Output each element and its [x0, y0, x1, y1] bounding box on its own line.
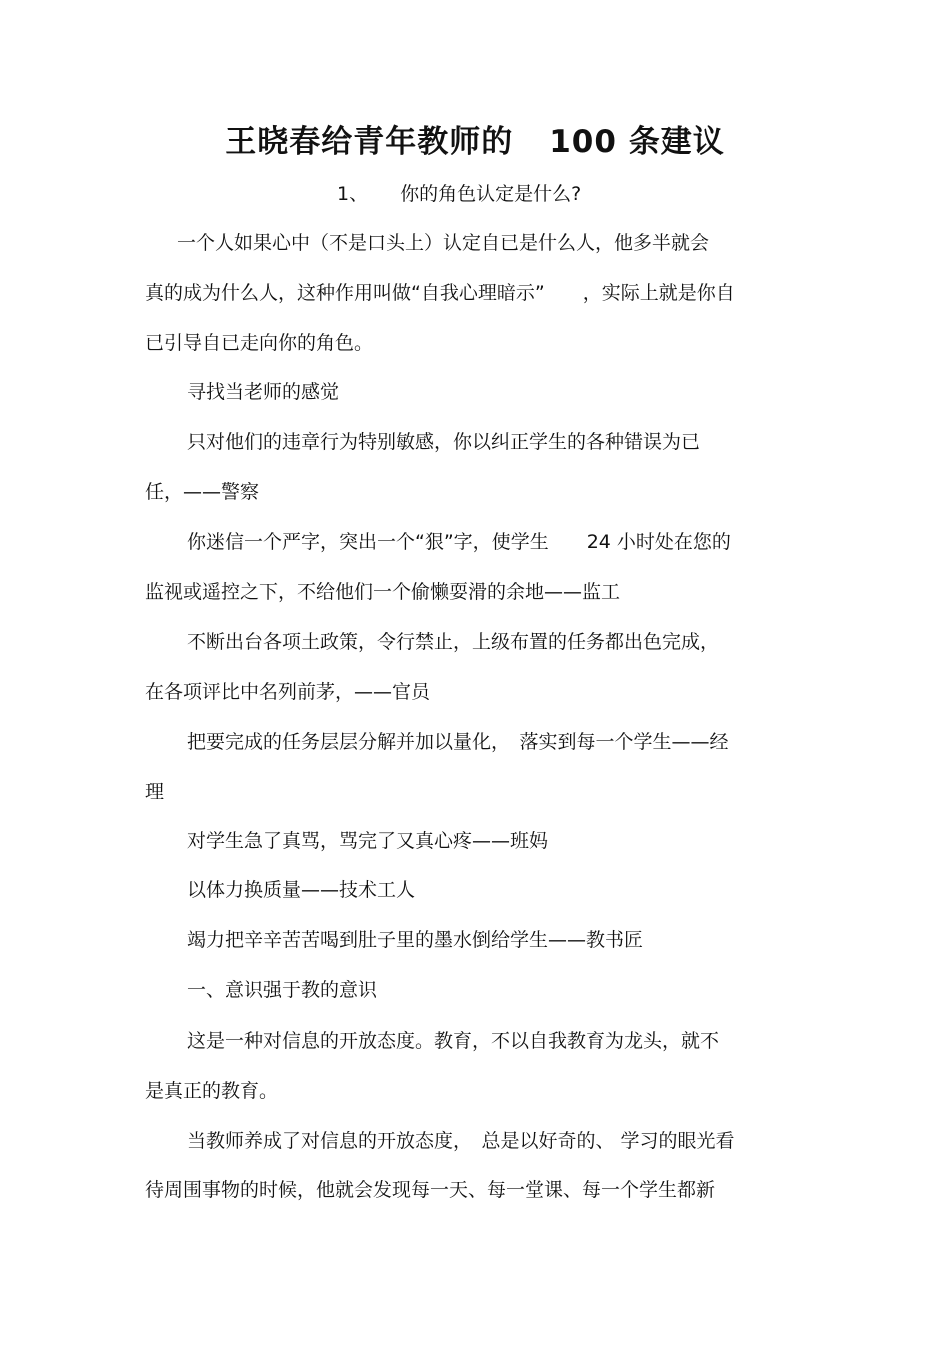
text-line: 把要完成的任务层层分解并加以量化， 落实到每一个学生——经 — [187, 731, 729, 753]
text-line: 这是一种对信息的开放态度。教育，不以自我教育为龙头，就不 — [187, 1030, 720, 1052]
section-title: 你的角色认定是什么? — [400, 183, 582, 205]
text-line: 寻找当老师的感觉 — [187, 381, 340, 403]
title-main: 王晓春给青年教师的 — [225, 124, 514, 160]
text-line: 只对他们的违章行为特别敏感，你以纠正学生的各种错误为已 — [187, 431, 701, 453]
text-line: 以体力换质量——技术工人 — [187, 879, 416, 901]
text-line: 不断出台各项土政策，令行禁止，上级布置的任务都出色完成， — [187, 631, 720, 653]
text-line: 一个人如果心中（不是口头上）认定自已是什么人，他多半就会 — [177, 232, 710, 254]
text-line: 理 — [145, 781, 165, 803]
text-line: 监视或遥控之下，不给他们一个偷懒耍滑的余地——监工 — [145, 581, 621, 603]
text-line: 一、意识强于教的意识 — [187, 979, 378, 1001]
document-title — [0, 122, 950, 162]
text-line: 真的成为什么人，这种作用叫做“自我心理暗示” ，实际上就是你自 — [145, 282, 735, 304]
text-line: 在各项评比中名列前茅，——官员 — [145, 681, 431, 703]
text-line: 任，——警察 — [145, 481, 260, 503]
text-line: 待周围事物的时候，他就会发现每一天、每一堂课、每一个学生都新 — [145, 1179, 716, 1201]
text-line: 已引导自已走向你的角色。 — [145, 332, 374, 354]
section-number: 1、 — [337, 183, 369, 205]
text-line: 你迷信一个严字，突出一个“狠”字，使学生 24 小时处在您的 — [187, 531, 731, 553]
text-line: 当教师养成了对信息的开放态度， 总是以好奇的、 学习的眼光看 — [187, 1130, 735, 1152]
title-count: 100 条建议 — [549, 124, 725, 160]
section-heading — [337, 180, 581, 208]
text-line: 对学生急了真骂，骂完了又真心疼——班妈 — [187, 830, 549, 852]
text-line: 是真正的教育。 — [145, 1080, 279, 1102]
text-line: 竭力把辛辛苦苦喝到肚子里的墨水倒给学生——教书匠 — [187, 929, 644, 951]
